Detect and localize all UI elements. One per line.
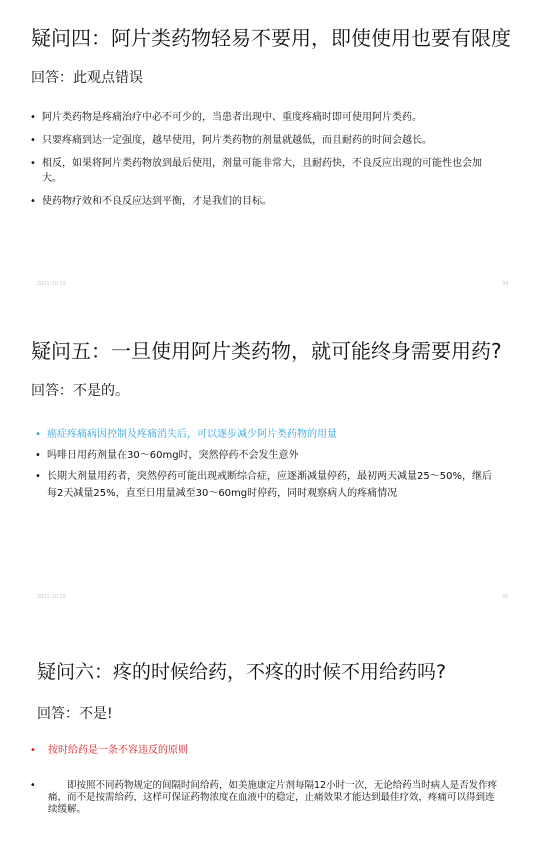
answer-text: 回答：不是! — [37, 706, 113, 722]
bullet-item — [35, 447, 500, 464]
bullet-list — [35, 426, 500, 502]
slide-title: 疑问五：一旦使用阿片类药物，就可能终身需要用药? — [31, 339, 502, 363]
bullet-dot: • — [30, 780, 36, 791]
slide-34 — [0, 0, 556, 300]
bullet-dot: • — [30, 196, 36, 207]
answer-text: 回答：此观点错误 — [31, 70, 143, 86]
bullet-dot: • — [30, 158, 36, 169]
bullet-dot: • — [30, 135, 36, 146]
bullet-text: 即按照不同药物规定的间隔时间给药，如美施康定片剂每隔12小时一次，无论给药当时病人是否发作疼痛，而不是按需给药，这样可保证药物浓度在血液中的稳定，止痛效果才能达到最佳疗效，疼痛可以得到连续缓解。 — [48, 780, 498, 815]
answer-text: 回答：不是的。 — [31, 383, 129, 399]
bullet-dot: • — [35, 429, 41, 440]
slide-title: 疑问六：疼的时候给药，不疼的时候不用给药吗? — [37, 661, 447, 683]
bullet-text: 阿片类药物是疼痛治疗中必不可少的，当患者出现中、重度疼痛时即可使用阿片类药。 — [42, 112, 422, 123]
bullet-dot: • — [30, 112, 36, 123]
bullet-text: 吗啡日用药剂量在30～60mg时，突然停药不会发生意外 — [47, 450, 299, 461]
bullet-text: 只要疼痛到达一定强度，越早使用，阿片类药物的剂量就越低，而且耐药的时间会越长。 — [42, 135, 432, 146]
footer-date: 2021-10-15 — [37, 594, 67, 600]
bullet-item — [30, 194, 500, 209]
footer-date: 2021-10-15 — [37, 281, 67, 287]
bullet-item — [30, 780, 500, 816]
bullet-list — [30, 110, 500, 209]
bullet-item — [35, 426, 500, 443]
bullet-item — [30, 156, 500, 186]
bullet-text: 相反，如果将阿片类药物放到最后使用，剂量可能非常大，且耐药快，不良反应出现的可能性也会加大。 — [42, 158, 482, 184]
page-number: 34 — [502, 281, 509, 287]
bullet-text: 长期大剂量用药者，突然停药可能出现戒断综合症，应逐渐减量停药，最初两天减量25～50%，继后每2天减量25%，直至日用量减至30～60mg时停药，同时观察病人的疼痛情况 — [47, 471, 492, 499]
slide-title: 疑问四：阿片类药物轻易不要用，即使使用也要有限度 — [31, 26, 511, 50]
bullet-list — [30, 744, 500, 816]
bullet-item — [30, 744, 500, 758]
page-number: 35 — [502, 594, 509, 600]
bullet-dot: • — [35, 450, 41, 461]
bullet-item — [30, 110, 500, 125]
bullet-dot: • — [30, 745, 36, 756]
bullet-dot: • — [35, 471, 41, 482]
bullet-text: 按时给药是一条不容违反的原则 — [48, 745, 188, 756]
bullet-item — [35, 468, 500, 502]
bullet-text: 使药物疗效和不良反应达到平衡，才是我们的目标。 — [42, 196, 272, 207]
slide-35 — [0, 305, 556, 605]
bullet-text: 癌症疼痛病因控制及疼痛消失后，可以逐步减少阿片类药物的用量 — [47, 429, 337, 440]
slide-36 — [0, 640, 556, 848]
bullet-item — [30, 133, 500, 148]
